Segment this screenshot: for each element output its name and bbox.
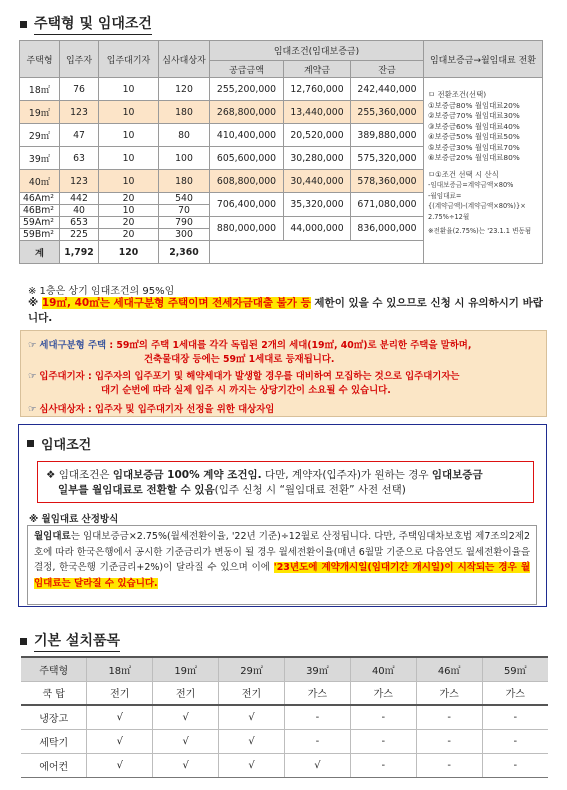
table-cell: 가스 (482, 681, 548, 705)
appliances-table (21, 656, 548, 778)
table-cell: 100 (159, 147, 210, 170)
header-lease-group: 임대조건(임대보증금) (210, 41, 424, 61)
table-cell: 180 (159, 101, 210, 124)
header-conversion: 임대보증금→월임대료 전환 (424, 41, 543, 78)
table-cell: 냉장고 (21, 705, 87, 729)
table-cell: 44,000,000 (284, 217, 351, 241)
definition-separated-unit-cont: 건축물대장 등에는 59㎡ 1세대로 등재됩니다. (144, 354, 335, 365)
table-cell: 10 (99, 124, 159, 147)
pointing-hand-icon: ☞ (28, 404, 37, 415)
table-header-cell: 18㎡ (87, 657, 153, 681)
monthly-rent-method-heading: ※ 월임대료 산정방식 (29, 514, 119, 525)
table-cell: 20 (99, 217, 159, 229)
table-cell: 29㎡ (20, 124, 60, 147)
table-cell: 40 (60, 205, 99, 217)
table-cell: √ (219, 729, 285, 753)
table-cell: 410,400,000 (210, 124, 284, 147)
table-cell: 76 (60, 78, 99, 101)
table-cell: 전기 (153, 681, 219, 705)
table-cell: 671,080,000 (351, 193, 424, 217)
table-cell: 225 (60, 229, 99, 241)
table-cell: - (416, 705, 482, 729)
table-cell: 255,360,000 (351, 101, 424, 124)
table-cell: √ (219, 753, 285, 777)
note-separated-units: ※ 19㎡, 40㎡는 세대구분형 주택이며 전세자금대출 불가 등 제한이 있을 수 있으므로 신청 시 유의하시기 바랍니다. (28, 297, 543, 324)
table-cell: - (482, 753, 548, 777)
note-first-floor: ※ 1층은 상기 임대조건의 95%임 (28, 286, 175, 297)
header-contract: 계약금 (284, 61, 351, 78)
table-cell: 63 (60, 147, 99, 170)
total-residents: 1,792 (60, 241, 99, 264)
table-cell: 30,440,000 (284, 170, 351, 193)
table-header-cell: 59㎡ (482, 657, 548, 681)
table-cell: - (482, 729, 548, 753)
header-type: 주택형 (20, 41, 60, 78)
table-cell: 80 (159, 124, 210, 147)
definition-review: ☞ 심사대상자 : 입주자 및 입주대기자 선정을 위한 대상자임 (28, 404, 275, 415)
table-header-cell: 주택형 (21, 657, 87, 681)
square-bullet-icon (20, 638, 27, 645)
table-cell: 30,280,000 (284, 147, 351, 170)
table-cell: 20 (99, 229, 159, 241)
table-cell: 13,440,000 (284, 101, 351, 124)
table-cell: - (482, 705, 548, 729)
table-cell: 에어컨 (21, 753, 87, 777)
table-cell: 608,800,000 (210, 170, 284, 193)
table-cell: - (285, 729, 351, 753)
section-title-housing: 주택형 및 임대조건 (20, 13, 152, 35)
header-waiting: 입주대기자 (99, 41, 159, 78)
table-cell: 180 (159, 170, 210, 193)
header-residents: 입주자 (60, 41, 99, 78)
table-cell: 790 (159, 217, 210, 229)
table-row (21, 681, 548, 705)
square-bullet-icon (20, 21, 27, 28)
table-cell: - (350, 753, 416, 777)
table-cell: 46Bm² (20, 205, 60, 217)
table-cell: 가스 (285, 681, 351, 705)
table-cell: 40㎡ (20, 170, 60, 193)
table-cell: 540 (159, 193, 210, 205)
header-balance: 잔금 (351, 61, 424, 78)
total-empty (210, 241, 424, 264)
table-cell: 70 (159, 205, 210, 217)
table-cell: 18㎡ (20, 78, 60, 101)
table-cell: 12,760,000 (284, 78, 351, 101)
table-cell: √ (153, 753, 219, 777)
table-cell: - (350, 705, 416, 729)
table-cell: 19㎡ (20, 101, 60, 124)
table-cell: 653 (60, 217, 99, 229)
section-title-lease: 임대조건 (27, 434, 91, 453)
table-cell: 세탁기 (21, 729, 87, 753)
table-cell: √ (153, 729, 219, 753)
table-cell: 10 (99, 170, 159, 193)
table-cell: √ (87, 705, 153, 729)
table-cell: 35,320,000 (284, 193, 351, 217)
monthly-rent-method-text: 월임대료는 임대보증금×2.75%(월세전환이율, '22년 기준)÷12월로 산정됩니다. 다만, 주택임대차보호법 제7조의2제2호에 따라 한국은행에서 공시한 기준금리가 변동이 될 경우 월세전환이율(매년 6월말 기준으로 다음연도 월세전환이율을 결정, 한국은행 기준금리+2%)이 달라질 수 있으며 이에 '23년도에 계약개시일(임대기간 개시일)이 시작되는 경우 월임대료는 달라질 수 있습니다. (27, 525, 537, 605)
table-cell: 120 (159, 78, 210, 101)
lease-conditions-section (18, 424, 547, 607)
pointing-hand-icon: ☞ (28, 340, 37, 351)
table-cell: - (285, 705, 351, 729)
table-header-cell: 39㎡ (285, 657, 351, 681)
table-header-cell: 19㎡ (153, 657, 219, 681)
header-review: 심사대상자 (159, 41, 210, 78)
table-cell: 20,520,000 (284, 124, 351, 147)
table-cell: 123 (60, 101, 99, 124)
table-cell: 880,000,000 (210, 217, 284, 241)
table-cell: 268,800,000 (210, 101, 284, 124)
table-cell: - (416, 729, 482, 753)
table-cell: 242,440,000 (351, 78, 424, 101)
table-cell: - (416, 753, 482, 777)
definition-waiting: ☞ 입주대기자 : 입주자의 입주포기 및 해약세대가 발생할 경우를 대비하여 모집하는 것으로 입주대기자는 (28, 371, 460, 382)
lease-conditions-table (19, 40, 543, 264)
table-header-cell: 40㎡ (350, 657, 416, 681)
square-bullet-icon (27, 440, 34, 447)
table-row (21, 705, 548, 729)
definitions-box (20, 330, 547, 417)
table-cell: 47 (60, 124, 99, 147)
header-supply: 공급금액 (210, 61, 284, 78)
table-cell: √ (87, 753, 153, 777)
table-header-cell: 46㎡ (416, 657, 482, 681)
table-cell: 389,880,000 (351, 124, 424, 147)
table-cell: √ (87, 729, 153, 753)
table-cell: - (350, 729, 416, 753)
diamond-bullet-icon: ❖ (46, 469, 56, 481)
table-cell: 59Bm² (20, 229, 60, 241)
table-cell: 전기 (219, 681, 285, 705)
conversion-conditions: ㅁ 전환조건(선택) ①보증금80% 월임대료20% ②보증금70% 월임대료30% ③보증금60% 월임대료40% ④보증금50% 월임대료50% ⑤보증금30% 월임대료70% ⑥보증금20% 월임대료80% ㅁ①조건 선택 시 산식 -임대보증금=계약금액×80% -월임대료= {(계약금액)-(계약금액×80%)}× 2.75%÷12월 ※전환율(2.75%)는 '23.1.1 변동됨 (424, 78, 543, 264)
total-waiting: 120 (99, 241, 159, 264)
table-cell: 575,320,000 (351, 147, 424, 170)
table-row (21, 753, 548, 777)
table-cell: 10 (99, 205, 159, 217)
table-cell: 255,200,000 (210, 78, 284, 101)
total-review: 2,360 (159, 241, 210, 264)
table-cell: 59Am² (20, 217, 60, 229)
table-cell: 605,600,000 (210, 147, 284, 170)
table-cell: 836,000,000 (351, 217, 424, 241)
table-header-cell: 29㎡ (219, 657, 285, 681)
table-cell: 300 (159, 229, 210, 241)
table-cell: 706,400,000 (210, 193, 284, 217)
table-cell: √ (153, 705, 219, 729)
table-cell: √ (285, 753, 351, 777)
table-cell: √ (219, 705, 285, 729)
table-cell: 442 (60, 193, 99, 205)
table-row (21, 729, 548, 753)
table-cell: 578,360,000 (351, 170, 424, 193)
lease-condition-callout: ❖ 임대조건은 임대보증금 100% 계약 조건임. 다만, 계약자(입주자)가 원하는 경우 임대보증금 일부를 월임대료로 전환할 수 있음(입주 신청 시 “월임대료 전환” 사전 선택) (37, 461, 534, 503)
table-cell: 쿡 탑 (21, 681, 87, 705)
total-label: 계 (20, 241, 60, 264)
table-cell: 10 (99, 147, 159, 170)
table-cell: 10 (99, 101, 159, 124)
table-cell: 가스 (350, 681, 416, 705)
table-cell: 20 (99, 193, 159, 205)
definition-waiting-cont: 대기 순번에 따라 실제 입주 시 까지는 상당기간이 소요될 수 있습니다. (101, 385, 391, 396)
table-cell: 39㎡ (20, 147, 60, 170)
table-cell: 46Am² (20, 193, 60, 205)
table-cell: 가스 (416, 681, 482, 705)
table-cell: 전기 (87, 681, 153, 705)
section-title-appliances: 기본 설치품목 (20, 630, 120, 652)
pointing-hand-icon: ☞ (28, 371, 37, 382)
table-cell: 123 (60, 170, 99, 193)
table-cell: 10 (99, 78, 159, 101)
definition-separated-unit: ☞ 세대구분형 주택 : 59㎡의 주택 1세대를 각각 독립된 2개의 세대(19㎡, 40㎡)로 분리한 주택을 말하며, (28, 340, 472, 351)
